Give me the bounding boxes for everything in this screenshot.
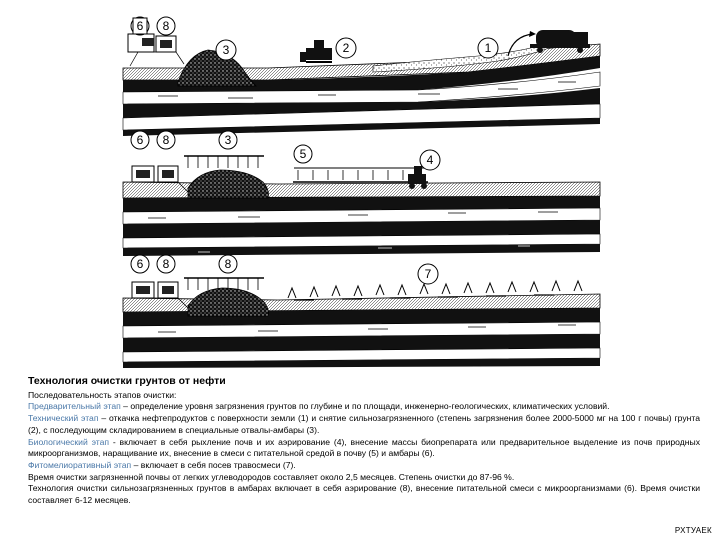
marker-label: 3: [224, 133, 232, 147]
marker-label: 3: [222, 43, 230, 57]
stage-4-name: Фитомелиоративный этап: [28, 459, 132, 470]
marker-label: 4: [426, 153, 434, 167]
stage-1: [28, 401, 700, 413]
panel-1: [123, 17, 600, 136]
technology-heavy: Технология очистки сильнозагрязненных грунтов в амбарах включает в себя аэрирование (8), внесение питательной смеси с микроорганизмами (6). Время очистки составляет 6-12 месяцев.: [28, 483, 700, 506]
marker-label: 8: [224, 257, 232, 271]
bulldozer: [300, 40, 332, 62]
intro-line: Последовательность этапов очистки:: [28, 389, 177, 400]
stage-3-name: Биологический этап: [28, 436, 110, 447]
ground-heap: [188, 170, 268, 198]
marker-label: 2: [342, 41, 350, 55]
stage-2-name: Технический этап: [28, 413, 99, 424]
stage-1-name: Предварительный этап: [28, 401, 121, 412]
description-text: [28, 376, 700, 507]
marker-label: 6: [136, 257, 144, 271]
marker-label: 7: [424, 267, 432, 281]
lab-van-pair: [128, 34, 184, 66]
stage-3-text: - включает в себя рыхление почв и их аэрирование (4), внесение массы биопрепарата или предварительное выделение из почв природных микроорганизмов, наращивание их, внесение в смеси с питательной средой в почву (5) и амбары (6).: [28, 436, 700, 459]
marker-label: 8: [162, 133, 170, 147]
marker-label: 5: [299, 147, 307, 161]
stage-3: [28, 437, 700, 460]
marker-label: 6: [136, 19, 144, 33]
cleaning-time-light: Время очистки загрязненной почвы от легких углеводородов составляет около 2,5 месяцев. Степень очистки до 87-96 %.: [28, 471, 515, 482]
stage-4-text: – включает в себя посев травосмеси (7).: [131, 459, 296, 470]
section-title: Технология очистки грунтов от нефти: [28, 375, 226, 387]
labels: [131, 131, 440, 170]
marker-label: 6: [136, 133, 144, 147]
ground-heap: [188, 288, 269, 316]
soil-cleaning-illustration: [118, 6, 604, 368]
marker-label: 8: [162, 257, 170, 271]
panel-3: [123, 255, 600, 368]
marker-label: 1: [484, 41, 492, 55]
stage-4: [28, 460, 700, 472]
stage-1-text: – определение уровня загрязнения грунтов по глубине и по площади, инженерно-геологических, климатических условий.: [120, 401, 610, 412]
marker-label: 8: [162, 19, 170, 33]
stage-2-text: – откачка нефтепродуктов с поверхности земли (1) и снятие сильнозагрязненного (степень загрязнения более 2000-5000 мг на 100 г почвы) грунта (2), с последующим складированием в специальные отвалы-амбары (3).: [28, 413, 700, 435]
footer-mark: РХТУАЕК: [674, 526, 712, 535]
stage-2: [28, 413, 700, 436]
labels: [131, 255, 438, 284]
panel-2: [123, 131, 600, 256]
